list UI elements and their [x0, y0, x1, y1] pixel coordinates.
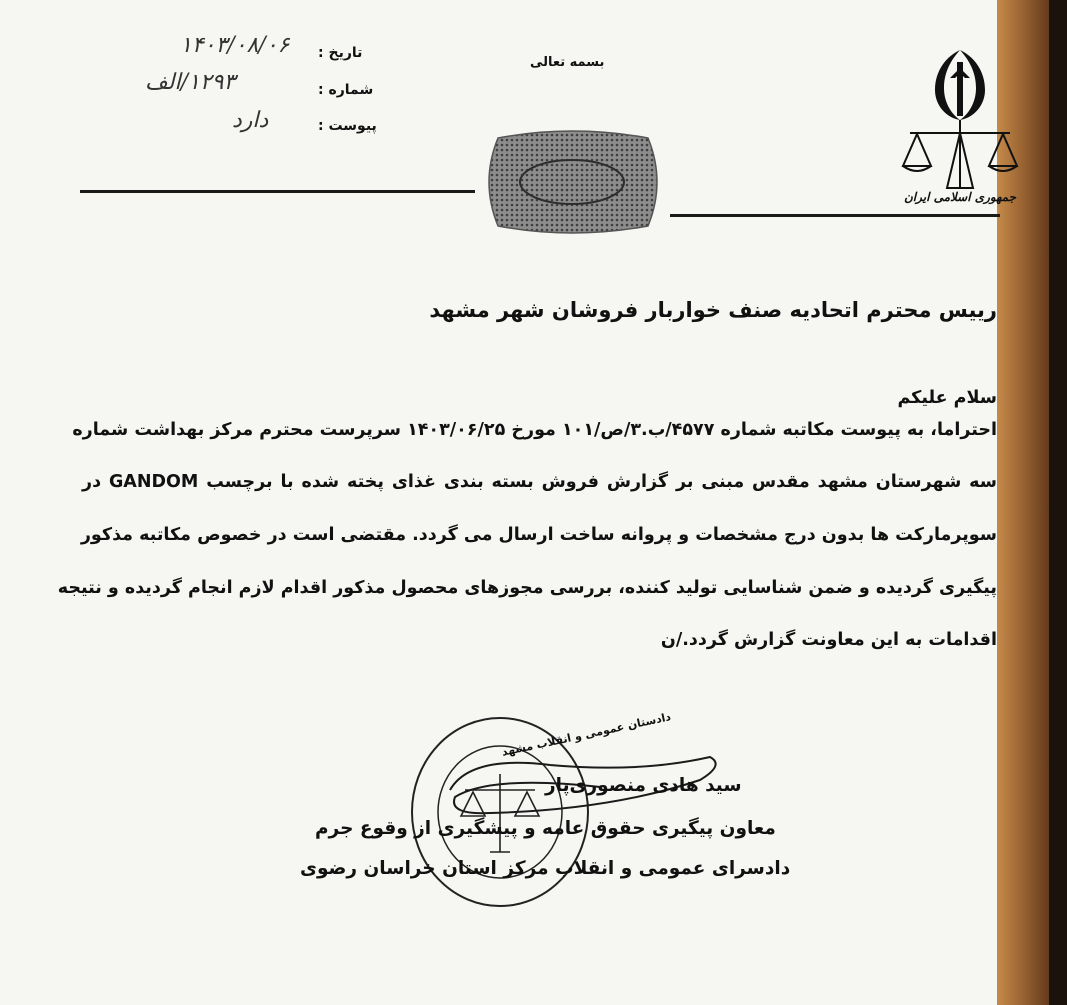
watermark-seal	[470, 128, 675, 236]
signatory-title: معاون پیگیری حقوق عامه و پیشگیری از وقوع جرم	[315, 818, 776, 839]
body-line-1: احتراما، به پیوست مکاتبه شماره ۴۵۷۷/ب.۳/ص/۱۰۱ مورخ ۱۴۰۳/۰۶/۲۵ سرپرست محترم مرکز بهداشت شماره	[72, 420, 997, 440]
scan-edge-dark	[1049, 0, 1067, 1005]
body-line-5: اقدامات به این معاونت گزارش گردد./ن	[660, 630, 997, 650]
signatory-name: سید هادی منصوری‌پار	[545, 775, 742, 796]
stamp-text: دادستان عمومی و انقلاب مشهد	[500, 710, 673, 759]
body-line-2: سه شهرستان مشهد مقدس مبنی بر گزارش فروش بسته بندی غذای پخته شده با برچسب GANDOM در	[82, 472, 997, 492]
attachment-label: پیوست :	[318, 118, 377, 134]
date-label: تاریخ :	[318, 45, 363, 61]
addressee-line: رییس محترم اتحادیه صنف خواربار فروشان شهر مشهد	[429, 298, 997, 322]
emblem-caption: جمهوری اسلامی ایران	[903, 190, 1017, 204]
date-value: ۱۴۰۳/۰۸/۰۶	[180, 33, 290, 58]
seal-icon	[470, 128, 675, 236]
attachment-value: دارد	[232, 108, 269, 133]
header-rule-right	[670, 214, 1000, 217]
number-value: ۱۲۹۳/الف	[145, 70, 236, 95]
body-line-4: پیگیری گردیده و ضمن شناسایی تولید کننده، بررسی مجوزهای محصول مذکور اقدام لازم انجام گردیده و نتیجه	[57, 578, 997, 598]
judiciary-emblem	[895, 38, 1025, 213]
emblem-icon	[895, 38, 1025, 208]
number-label: شماره :	[318, 82, 374, 98]
header-rule-left	[80, 190, 475, 193]
body-line-3: سوپرمارکت ها بدون درج مشخصات و پروانه ساخت ارسال می گردد. مقتضی است در خصوص مکاتبه مذکور	[80, 525, 997, 545]
greeting-text: سلام علیکم	[897, 388, 997, 408]
bismillah-text: بسمه تعالی	[530, 55, 605, 70]
signatory-org: دادسرای عمومی و انقلاب مرکز استان خراسان رضوی	[300, 858, 791, 879]
